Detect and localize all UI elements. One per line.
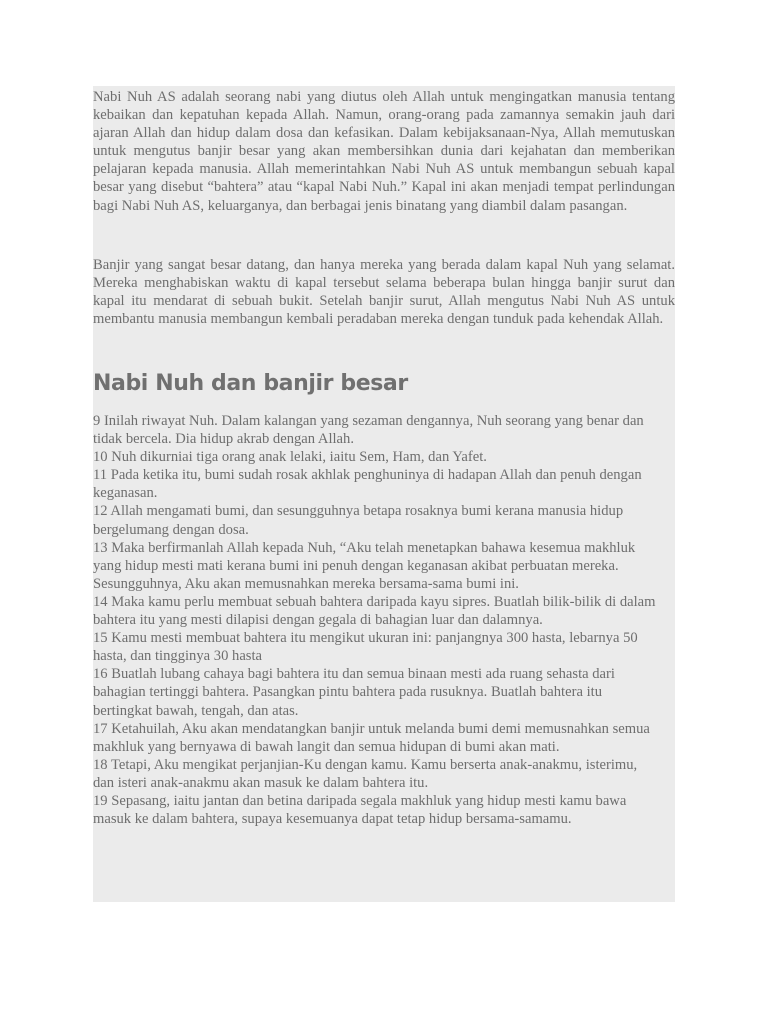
flood-paragraph: Banjir yang sangat besar datang, dan hanya mereka yang berada dalam kapal Nuh yang selamat. Mereka menghabiskan waktu di kapal tersebut selama beberapa bulan hingga banjir surut dan kapal itu mendarat di sebuah bukit. Setelah banjir surut, Allah mengutus Nabi Nuh AS untuk membantu manusia membangun kembali peradaban mereka dengan tunduk pada kehendak Allah. — [93, 257, 675, 328]
verse-9: 9 Inilah riwayat Nuh. Dalam kalangan yang sezaman dengannya, Nuh seorang yang benar dan tidak bercela. Dia hidup akrab dengan Allah. — [93, 413, 644, 448]
verse-16: 16 Buatlah lubang cahaya bagi bahtera itu dan semua binaan mesti ada ruang sehasta dari bahagian tertinggi bahtera. Pasangkan pintu bahtera pada rusuknya. Buatlah bahtera itu bertingkat bawah, tengah, dan atas. — [93, 666, 615, 719]
verse-17: 17 Ketahuilah, Aku akan mendatangkan banjir untuk melanda bumi demi memusnahkan semua makhluk yang bernyawa di bawah langit dan semua hidupan di bumi akan mati. — [93, 720, 650, 755]
verse-14: 14 Maka kamu perlu membuat sebuah bahtera daripada kayu sipres. Buatlah bilik-bilik di dalam bahtera itu yang mesti dilapisi dengan gegala di bahagian luar dan dalamnya. — [93, 593, 656, 629]
section-heading: Nabi Nuh dan banjir besar — [93, 371, 408, 396]
verse-18: 18 Tetapi, Aku mengikat perjanjian-Ku dengan kamu. Kamu berserta anak-anakmu, isterimu, dan isteri anak-anakmu akan masuk ke dalam bahtera itu. — [93, 756, 638, 791]
verse-list — [93, 412, 675, 828]
verse-13: 13 Maka berfirmanlah Allah kepada Nuh, “Aku telah menetapkan bahawa kesemua makhluk yang hidup mesti mati kerana bumi ini penuh dengan keganasan akibat perbuatan mereka. Sesungguhnya, Aku akan memusnahkan mereka bersama-sama bumi ini. — [93, 539, 636, 592]
verse-15: 15 Kamu mesti membuat bahtera itu mengikut ukuran ini: panjangnya 300 hasta, lebarnya 50 hasta, dan tingginya 30 hasta — [93, 630, 638, 665]
verse-11: 11 Pada ketika itu, bumi sudah rosak akhlak penghuninya di hadapan Allah dan penuh dengan keganasan. — [93, 467, 642, 502]
intro-paragraph: Nabi Nuh AS adalah seorang nabi yang diutus oleh Allah untuk mengingatkan manusia tentang kebaikan dan kepatuhan kepada Allah. Namun, orang-orang pada zamannya semakin jauh dari ajaran Allah dan hidup dalam dosa dan kefasikan. Dalam kebijaksanaan-Nya, Allah memutuskan untuk mengutus banjir besar yang akan membersihkan dunia dari kejahatan dan memberikan pelajaran kepada manusia. Allah memerintahkan Nabi Nuh AS untuk membangun sebuah kapal besar yang disebut “bahtera” atau “kapal Nabi Nuh.” Kapal ini akan menjadi tempat perlindungan bagi Nabi Nuh AS, keluarganya, dan berbagai jenis binatang yang diambil dalam pasangan. — [93, 89, 675, 214]
verse-12: 12 Allah mengamati bumi, dan sesungguhnya betapa rosaknya bumi kerana manusia hidup bergelumang dengan dosa. — [93, 503, 624, 538]
verse-10: 10 Nuh dikurniai tiga orang anak lelaki, iaitu Sem, Ham, dan Yafet. — [93, 449, 487, 466]
verse-19: 19 Sepasang, iaitu jantan dan betina daripada segala makhluk yang hidup mesti kamu bawa masuk ke dalam bahtera, supaya kesemuanya dapat tetap hidup bersama-samamu. — [93, 792, 627, 828]
